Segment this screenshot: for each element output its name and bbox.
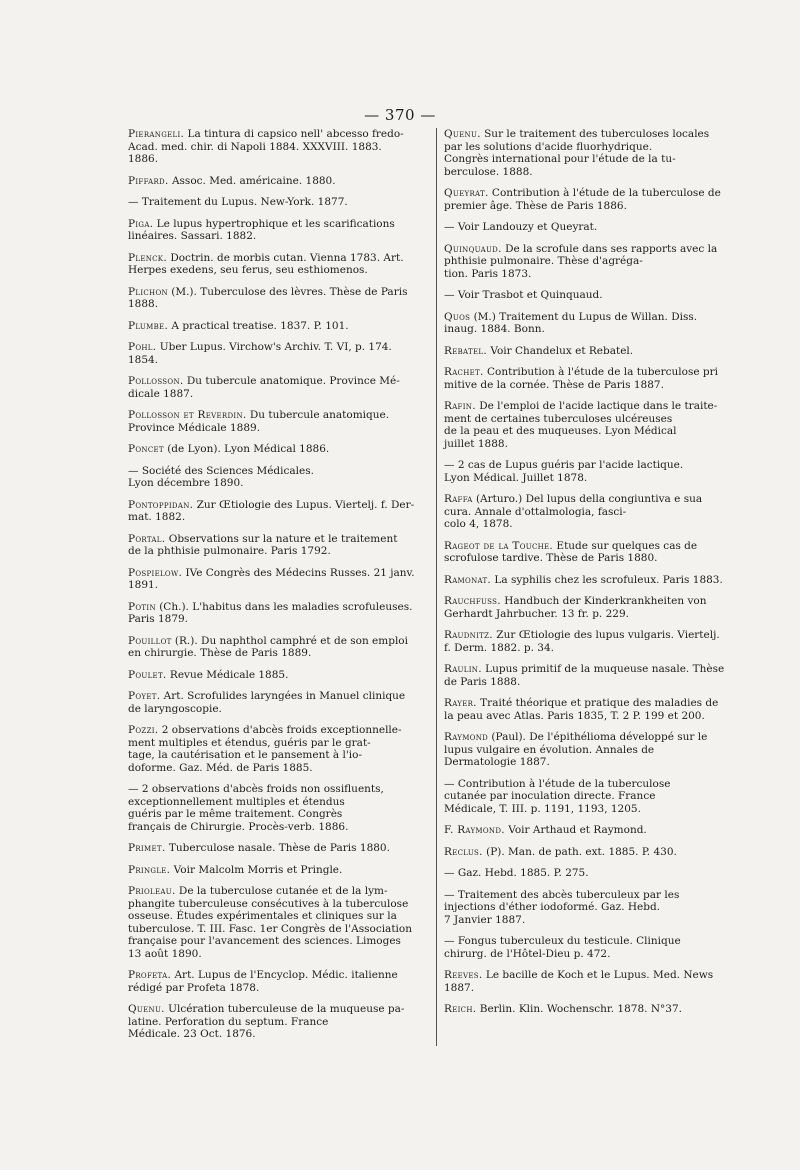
entry-text: (M.). Tuberculose des lèvres. Thèse de Paris 1888. [128,285,408,310]
entry-author: Rafin. [444,400,476,412]
right-column [444,128,747,1025]
entry-text: — Voir Landouzy et Queyrat. [444,221,598,233]
entry-text: Assoc. Med. américaine. 1880. [168,174,336,187]
bibliography-entry [128,409,433,434]
bibliography-entry [444,595,747,620]
entry-text: De l'emploi de l'acide lactique dans le traite- ment de certaines tuberculoses ulcéreuses de la peau et des muqueuses. Lyon Médical juillet 1888. [444,400,718,450]
entry-text: Le bacille de Koch et le Lupus. Med. News 1887. [444,969,714,994]
entry-author: Poncet [128,443,164,455]
bibliography-entry [444,540,747,565]
bibliography-entry [128,499,433,524]
entry-text: (M.) Traitement du Lupus de Willan. Diss. inaug. 1884. Bonn. [444,310,698,335]
entry-author: Rachet. [444,366,484,378]
bibliography-entry [128,601,433,626]
entry-author: Primet. [128,842,166,854]
entry-text: Zur Œtiologie des lupus vulgaris. Viertelj. f. Derm. 1882. p. 34. [444,629,720,654]
bibliography-entry [128,128,433,166]
bibliography-entry [128,783,433,833]
entry-text: Contribution à l'étude de la tuberculose de premier âge. Thèse de Paris 1886. [444,187,721,212]
entry-author: Rebatel. [444,344,487,357]
entry-text: Art. Lupus de l'Encyclop. Médic. italienne rédigé par Profeta 1878. [128,969,398,994]
entry-author: Pouillot [128,634,172,647]
bibliography-entry [128,669,433,682]
entry-author: Plichon [128,285,168,298]
bibliography-entry [128,196,433,209]
entry-author: Plumbe. [128,319,169,332]
entry-text: Sur le traitement des tuberculoses locales par les solutions d'acide fluorhydrique. Congrès international pour l'étude de la tu- berculose. 1888. [444,128,710,178]
bibliography-entry [444,187,747,212]
entry-author: Piga. [128,217,154,230]
entry-author: Poyet. [128,690,161,702]
entry-text: De la scrofule dans ses rapports avec la phthisie pulmonaire. Thèse d'agréga- tion. Paris 1873. [444,242,718,280]
entry-text: — Société des Sciences Médicales. Lyon décembre 1890. [128,464,314,489]
bibliography-entry [128,286,433,311]
column-divider [436,128,437,1046]
entry-text: Voir Chandelux et Rebatel. [487,344,634,357]
entry-author: Raffa [444,493,473,505]
bibliography-entry [128,969,433,994]
entry-text: — Contribution à l'étude de la tuberculose cutanée par inoculation directe. France Médicale, T. III. p. 1191, 1193, 1205. [444,777,671,815]
entry-text: Le lupus hypertrophique et les scarifications linéaires. Sassari. 1882. [128,217,395,242]
bibliography-entry [128,465,433,490]
bibliography-entry [444,345,747,358]
entry-text: — Traitement du Lupus. New-York. 1877. [128,196,348,208]
entry-text: Etude sur quelques cas de scrofulose tardive. Thèse de Paris 1880. [444,539,698,564]
bibliography-entry [128,175,433,188]
entry-author: Reclus. [444,845,483,858]
entry-author: Potin [128,600,156,613]
entry-text: 2 observations d'abcès froids exceptionnelle- ment multiples et étendus, guéris par le grat- tage, la cautérisation et le pansement à l'io- doforme. Gaz. Méd. de Paris 1885. [128,724,402,774]
bibliography-entry [444,459,747,484]
entry-text: — Fongus tuberculeux du testicule. Clinique chirurg. de l'Hôtel-Dieu p. 472. [444,935,681,960]
bibliography-entry [128,320,433,333]
entry-author: Queyrat. [444,187,489,199]
entry-author: Reich. [444,1003,477,1015]
bibliography-entry [444,574,747,587]
bibliography-entry [128,1003,433,1041]
entry-author: F. Raymond. [444,824,505,836]
entry-text: De la tuberculose cutanée et de la lym- phangite tuberculeuse consécutives à la tuberculose osseuse. Études expérimentales et cliniques sur la tuberculose. T. III. Fasc. 1er Congrès de l'Association française pour l'avancement des sciences. Limoges 13 août 1890. [128,885,412,960]
bibliography-entry [444,1003,747,1016]
entry-author: Raymond [444,731,489,743]
entry-text: Tuberculose nasale. Thèse de Paris 1880. [165,842,390,854]
entry-text: — Voir Trasbot et Quinquaud. [444,289,603,301]
entry-author: Reeves. [444,969,483,981]
entry-text: Revue Médicale 1885. [166,668,289,681]
bibliography-entry [444,824,747,837]
entry-author: Rayer. [444,697,477,709]
bibliography-entry [444,778,747,816]
entry-author: Pontoppidan. [128,498,194,511]
bibliography-entry [444,243,747,281]
bibliography-entry [444,493,747,531]
entry-text: — Traitement des abcès tuberculeux par les injections d'éther iodoformé. Gaz. Hebd. 7 Janvier 1887. [444,888,680,926]
bibliography-entry [444,731,747,769]
entry-text: La syphilis chez les scrofuleux. Paris 1883. [491,573,723,586]
bibliography-entry [444,867,747,880]
entry-text: Du tubercule anatomique. Province Mé- dicale 1887. [128,375,400,400]
entry-text: Art. Scrofulides laryngées in Manuel clinique de laryngoscopie. [128,690,406,715]
entry-author: Pollosson. [128,375,184,387]
entry-text: Du tubercule anatomique. Province Médicale 1889. [128,409,390,434]
entry-author: Quinquaud. [444,242,502,255]
bibliography-entry [444,289,747,302]
entry-text: Lupus primitif de la muqueuse nasale. Thèse de Paris 1888. [444,663,725,688]
page-number: — 370 — [364,106,436,124]
entry-text: (Ch.). L'habitus dans les maladies scrofuleuses. Paris 1879. [128,600,413,625]
bibliography-entry [128,443,433,456]
bibliography-entry [444,846,747,859]
entry-author: Pierangeli. [128,128,185,140]
entry-text: (Paul). De l'épithélioma développé sur le lupus vulgaire en évolution. Annales de Dermatologie 1887. [444,731,708,768]
entry-author: Pollosson et Reverdin. [128,409,247,421]
entry-author: Poulet. [128,668,167,681]
entry-text: Observations sur la nature et le traitement de la phthisie pulmonaire. Paris 1792. [128,532,398,557]
entry-author: Pozzi. [128,724,159,736]
entry-author: Plenck. [128,251,167,264]
entry-text: Voir Malcolm Morris et Pringle. [170,863,343,876]
entry-text: IVe Congrès des Médecins Russes. 21 janv. 1891. [128,566,415,591]
entry-text: Uber Lupus. Virchow's Archiv. T. VI, p. 174. 1854. [128,341,392,366]
bibliography-entry [444,128,747,178]
entry-author: Piffard. [128,174,169,187]
entry-text: — Gaz. Hebd. 1885. P. 275. [444,867,589,879]
entry-author: Raulin. [444,663,482,675]
entry-author: Pringle. [128,863,171,876]
entry-text: (de Lyon). Lyon Médical 1886. [163,443,330,455]
entry-author: Raudnitz. [444,629,493,641]
entry-author: Prioleau. [128,885,176,897]
entry-author: Quos [444,310,471,323]
entry-author: Rauchfuss. [444,595,501,607]
bibliography-entry [444,935,747,960]
bibliography-entry [128,567,433,592]
bibliography-entry [444,221,747,234]
entry-author: Profeta. [128,969,172,981]
entry-text: — 2 observations d'abcès froids non ossifluents, exceptionnellement multiples et étendus guéris par le même traitement. Congrès français de Chirurgie. Procès-verb. 1886. [128,783,384,833]
entry-author: Quenu. [128,1003,165,1015]
bibliography-entry [444,366,747,391]
bibliography-entry [128,252,433,277]
entry-text: — 2 cas de Lupus guéris par l'acide lactique. Lyon Médical. Juillet 1878. [444,459,684,484]
entry-text: Voir Arthaud et Raymond. [504,824,647,836]
entry-text: La tintura di capsico nell' abcesso fredo- Acad. med. chir. di Napoli 1884. XXXVIII. 1883. 1886. [128,128,404,165]
bibliography-entry [128,842,433,855]
entry-text: (R.). Du naphthol camphré et de son emploi en chirurgie. Thèse de Paris 1889. [128,634,408,659]
entry-author: Pohl. [128,341,157,353]
bibliography-entry [128,218,433,243]
bibliography-entry [444,311,747,336]
bibliography-entry [128,375,433,400]
bibliography-entry [444,697,747,722]
bibliography-entry [128,635,433,660]
entry-author: Rageot de la Touche. [444,539,554,552]
bibliography-entry [128,341,433,366]
bibliography-entry [128,690,433,715]
entry-text: Ulcération tuberculeuse de la muqueuse pa- latine. Perforation du septum. France Médicale. 23 Oct. 1876. [128,1003,405,1040]
bibliography-entry [444,400,747,450]
bibliography-entry [444,629,747,654]
bibliography-entry [128,724,433,774]
bibliography-entry [128,864,433,877]
bibliography-entry [128,533,433,558]
entry-text: (Arturo.) Del lupus della congiuntiva e sua cura. Annale d'ottalmologia, fasci- colo 4, 1878. [444,493,703,530]
entry-text: (P). Man. de path. ext. 1885. P. 430. [482,845,677,858]
entry-author: Ramonat. [444,573,492,586]
entry-author: Pospielow. [128,566,183,579]
bibliography-entry [444,663,747,688]
bibliography-entry [444,969,747,994]
entry-author: Quenu. [444,128,481,140]
bibliography-entry [128,885,433,960]
bibliography-entry [444,889,747,927]
entry-text: Contribution à l'étude de la tuberculose pri mitive de la cornée. Thèse de Paris 1887. [444,366,719,391]
entry-author: Portal. [128,532,166,545]
entry-text: Traité théorique et pratique des maladies de la peau avec Atlas. Paris 1835, T. 2 P. 199 et 200. [444,697,719,722]
entry-text: Zur Œtiologie des Lupus. Viertelj. f. Der- mat. 1882. [128,498,415,523]
entry-text: Berlin. Klin. Wochenschr. 1878. N°37. [476,1003,682,1015]
entry-text: A practical treatise. 1837. P. 101. [168,319,349,332]
left-column [128,128,433,1050]
entry-text: Doctrin. de morbis cutan. Vienna 1783. Art. Herpes exedens, seu ferus, seu esthiomenos. [128,251,404,276]
entry-text: Handbuch der Kinderkrankheiten von Gerhardt Jahrbucher. 13 fr. p. 229. [444,595,707,620]
